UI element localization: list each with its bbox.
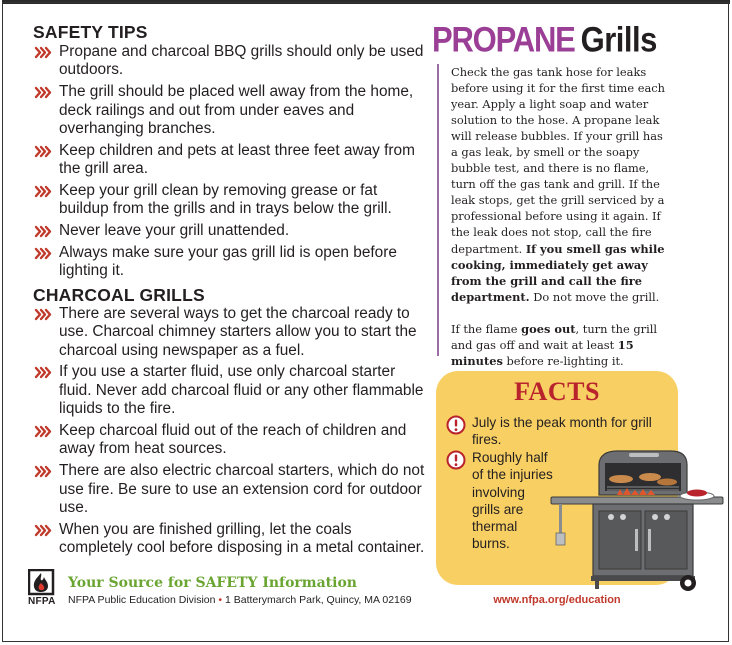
tip-item xyxy=(33,363,425,418)
fact-text: Roughly half of the injuries involving grills are thermal burns. xyxy=(472,450,553,552)
tip-item xyxy=(33,83,425,138)
propane-title-main: Grills xyxy=(580,19,657,60)
propane-p2-end: before re-lighting it. xyxy=(506,353,624,368)
footer xyxy=(28,569,428,609)
footer-slogan: Your Source for SAFETY Information xyxy=(68,575,357,591)
triple-chevron-bullet-icon xyxy=(34,225,52,238)
triple-chevron-bullet-icon xyxy=(34,46,52,59)
exclamation-circle-icon xyxy=(446,415,466,435)
safety-tips-list xyxy=(33,43,425,281)
propane-p2-middle: , turn the grill and gas off and wait at least xyxy=(451,321,657,352)
address-division: NFPA Public Education Division xyxy=(68,594,216,606)
tip-item xyxy=(33,521,425,558)
safety-tips-heading: SAFETY TIPS xyxy=(33,22,148,42)
charcoal-grills-heading: CHARCOAL GRILLS xyxy=(33,284,205,305)
propane-paragraph-2 xyxy=(451,321,665,369)
tip-item xyxy=(33,462,425,517)
propane-p1-text: Check the gas tank hose for leaks before using it for the first time each year. Apply a light soap and water solution to the hose. A propane leak will release bubbles. If your grill has a gas leak, by smell or the soapy bubble test, and there is no flame, turn off the gas tank and grill. If the leak stops, get the grill serviced by a professional before using it again. If the leak does not stop, call the fire department. xyxy=(451,65,665,256)
propane-body-text xyxy=(437,64,665,368)
triple-chevron-bullet-icon xyxy=(34,185,52,198)
address-street: 1 Batterymarch Park, Quincy, MA 02169 xyxy=(225,594,412,606)
tip-item xyxy=(33,182,425,219)
exclamation-circle-icon xyxy=(446,450,466,470)
tip-text: Keep your grill clean by removing grease or fat buildup from the grills and in trays below the grill. xyxy=(59,182,392,218)
tip-text: When you are finished grilling, let the coals completely cool before disposing in a metal container. xyxy=(59,520,425,557)
tip-text: If you use a starter fluid, use only charcoal starter fluid. Never add charcoal fluid or any other flammable liquids to the fire. xyxy=(59,363,424,418)
propane-grills-heading xyxy=(432,19,657,60)
tip-item xyxy=(33,244,425,281)
tip-text: Keep charcoal fluid out of the reach of children and away from heat sources. xyxy=(59,422,407,458)
propane-p2-minutes: 15 minutes xyxy=(451,337,634,368)
propane-p1-warning: If you smell gas while cooking, immediately get away from the grill and call the fire department. xyxy=(451,241,665,304)
tip-item xyxy=(33,43,425,80)
address-separator: • xyxy=(218,594,223,606)
tip-item xyxy=(33,305,425,360)
propane-p2-start: If the flame xyxy=(451,321,518,336)
triple-chevron-bullet-icon xyxy=(34,524,52,537)
fact-text: July is the peak month for grill fires. xyxy=(472,415,652,448)
triple-chevron-bullet-icon xyxy=(34,308,52,321)
website-link[interactable]: www.nfpa.org/education xyxy=(493,594,621,606)
left-column xyxy=(33,22,425,561)
charcoal-grills-list xyxy=(33,305,425,558)
facts-heading: FACTS xyxy=(514,377,600,406)
propane-title-accent: PROPANE xyxy=(432,19,575,60)
nfpa-logo-text: NFPA xyxy=(28,596,56,607)
tip-text: Keep children and pets at least three feet away from the grill area. xyxy=(59,141,415,178)
footer-address xyxy=(68,594,412,606)
propane-paragraph-1 xyxy=(451,64,665,305)
triple-chevron-bullet-icon xyxy=(34,425,52,438)
tip-item xyxy=(33,422,425,459)
tip-text: The grill should be placed well away from the home, deck railings and out from under eaves and overhanging branches. xyxy=(59,83,414,138)
tip-item xyxy=(33,142,425,179)
gas-grill-illustration-icon xyxy=(547,449,727,595)
tip-item xyxy=(33,222,425,240)
tip-text: Always make sure your gas grill lid is open before lighting it. xyxy=(59,244,397,280)
triple-chevron-bullet-icon xyxy=(34,366,52,379)
triple-chevron-bullet-icon xyxy=(34,247,52,260)
tip-text: There are also electric charcoal starters, which do not use fire. Be sure to use an extension cord for outdoor use. xyxy=(59,462,425,517)
triple-chevron-bullet-icon xyxy=(34,86,52,99)
tip-text: Never leave your grill unattended. xyxy=(59,222,290,240)
propane-p1-end: Do not move the grill. xyxy=(533,289,660,304)
tip-text: There are several ways to get the charcoal ready to use. Charcoal chimney starters allow you to start the charcoal using newspaper as a fuel. xyxy=(59,304,417,359)
triple-chevron-bullet-icon xyxy=(34,465,52,478)
tip-text: Propane and charcoal BBQ grills should only be used outdoors. xyxy=(59,43,424,79)
triple-chevron-bullet-icon xyxy=(34,145,52,158)
propane-p2-goes-out: goes out xyxy=(521,321,576,336)
